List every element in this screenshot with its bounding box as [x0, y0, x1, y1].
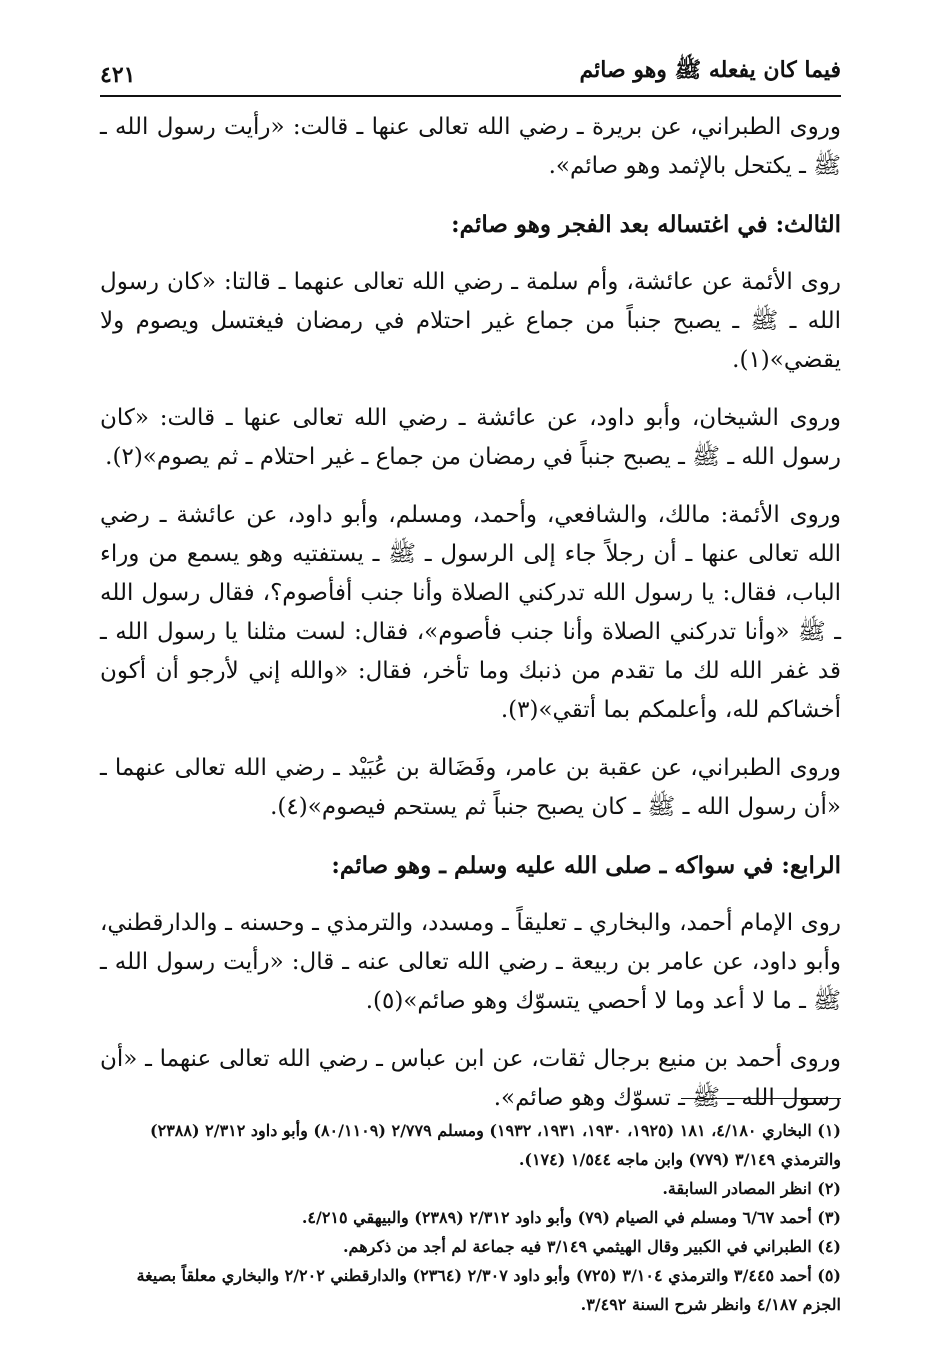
paragraph: روى الأئمة عن عائشة، وأم سلمة ـ رضي الله تعالى عنهما ـ قالتا: «كان رسول الله ـ ﷺ ـ يصبح جنباً من جماع غير احتلام في رمضان فيغتسل ويصوم ولا يقضي»(١). — [100, 269, 841, 373]
page-number: ٤٢١ — [100, 62, 136, 88]
paragraph: وروى أحمد بن منيع برجال ثقات، عن ابن عباس ـ رضي الله تعالى عنهما ـ «أن رسول الله ـ ﷺ ـ تسوّك وهو صائم». — [100, 1046, 841, 1111]
section-heading: الرابع: في سواكه ـ صلى الله عليه وسلم ـ وهو صائم: — [331, 852, 841, 879]
footnote: (١) البخاري ٤/١٨٠، ١٨١ (١٩٢٥، ١٩٣٠، ١٩٣١، ١٩٣٢) ومسلم ٢/٧٧٩ (٨٠/١١٠٩) وأبو داود ٢/٣١٢ (٢٣٨٨) والترمذي ٣/١٤٩ (٧٧٩) وابن ماجه ١/٥٤٤ (١٧٤). — [150, 1121, 841, 1169]
paragraph: وروى الطبراني، عن بريرة ـ رضي الله تعالى عنها ـ قالت: «رأيت رسول الله ـ ﷺ ـ يكتحل بالإثمد وهو صائم». — [100, 114, 841, 179]
running-title: فيما كان يفعله ﷺ وهو صائم — [579, 57, 841, 83]
footnotes — [100, 1116, 841, 1319]
footnote: (٢) انظر المصادر السابقة. — [662, 1179, 841, 1198]
main-text — [100, 108, 841, 1137]
paragraph: وروى الشيخان، وأبو داود، عن عائشة ـ رضي الله تعالى عنها ـ قالت: «كان رسول الله ـ ﷺ ـ يصبح جنباً في رمضان من جماع ـ غير احتلام ـ ثم يصوم»(٢). — [100, 405, 841, 470]
paragraph: وروى الأئمة: مالك، والشافعي، وأحمد، ومسلم، وأبو داود، عن عائشة ـ رضي الله تعالى عنها ـ أن رجلاً جاء إلى الرسول ـ ﷺ ـ يستفتيه وهو يسمع من وراء الباب، فقال: يا رسول الله تدركني الصلاة وأنا جنب أفأصوم؟، فقال رسول الله ـ ﷺ «وأنا تدركني الصلاة وأنا جنب فأصوم»، فقال: لست مثلنا يا رسول الله ـ قد غفر الله لك ما تقدم من ذنبك وما تأخر، فقال: «والله إني لأرجو أن أكون أخشاكم لله، وأعلمكم بما أتقي»(٣). — [100, 502, 841, 723]
section-heading: الثالث: في اغتساله بعد الفجر وهو صائم: — [451, 211, 841, 238]
paragraph: روى الإمام أحمد، والبخاري ـ تعليقاً ـ ومسدد، والترمذي ـ وحسنه ـ والدارقطني، وأبو داود، عن عامر بن ربيعة ـ رضي الله تعالى عنه ـ قال: «رأيت رسول الله ـ ﷺ ـ ما لا أعد وما لا أحصي يتسوّك وهو صائم»(٥). — [100, 910, 841, 1014]
footnote: (٤) الطبراني في الكبير وقال الهيثمي ٣/١٤٩ فيه جماعة لم أجد من ذكرهم. — [342, 1237, 841, 1256]
header-divider — [100, 95, 841, 97]
paragraph: وروى الطبراني، عن عقبة بن عامر، وفَضَالة بن عُبَيْد ـ رضي الله تعالى عنهما ـ «أن رسول الله ـ ﷺ ـ كان يصبح جنباً ثم يستحم فيصوم»(٤). — [100, 755, 841, 820]
footnote: (٥) أحمد ٣/٤٤٥ والترمذي ٣/١٠٤ (٧٢٥) وأبو داود ٢/٣٠٧ (٢٣٦٤) والدارقطني ٢/٢٠٢ والبخاري معلقاً بصيغة الجزم ٤/١٨٧ وانظر شرح السنة ٣/٤٩٢. — [136, 1266, 841, 1314]
footnote-divider — [681, 1098, 841, 1099]
running-head — [100, 52, 841, 88]
footnote: (٣) أحمد ٦/٦٧ ومسلم في الصيام (٧٩) وأبو داود ٢/٣١٢ (٢٣٨٩) والبيهقي ٤/٢١٥. — [301, 1208, 841, 1227]
